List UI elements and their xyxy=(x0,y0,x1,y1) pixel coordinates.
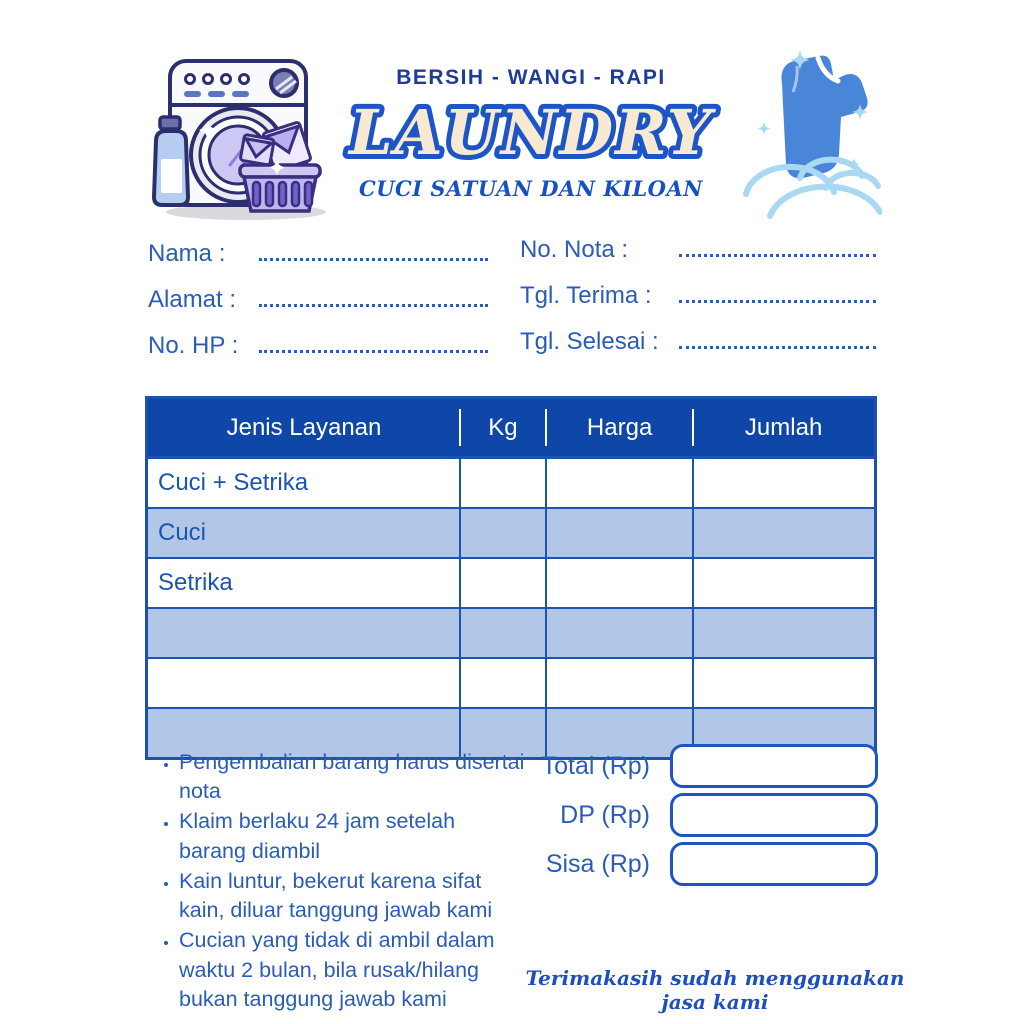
no-nota-label: No. Nota : xyxy=(520,236,629,263)
brand-title xyxy=(330,92,732,174)
totals-section xyxy=(528,744,878,886)
jumlah-cell[interactable] xyxy=(693,508,875,558)
harga-cell[interactable] xyxy=(546,508,693,558)
header-jumlah: Jumlah xyxy=(693,398,875,458)
table-row xyxy=(147,508,876,558)
note-item: • Kain luntur, bekerut karena sifat kain, diluar tanggung jawab kami xyxy=(179,867,526,925)
service-table xyxy=(145,396,877,760)
alamat-input-line[interactable] xyxy=(259,303,488,307)
sisa-row xyxy=(528,842,878,886)
shirt-sparkles-icon xyxy=(742,46,882,222)
terms-notes xyxy=(152,748,526,1015)
table-row xyxy=(147,608,876,658)
header-jenis-layanan: Jenis Layanan xyxy=(147,398,460,458)
kg-cell[interactable] xyxy=(460,508,546,558)
washing-machine-illustration xyxy=(146,55,330,223)
brand-header xyxy=(330,66,732,201)
alamat-field-row xyxy=(148,268,488,314)
service-cell: Cuci xyxy=(147,508,460,558)
harga-cell[interactable] xyxy=(546,658,693,708)
service-cell[interactable] xyxy=(147,658,460,708)
table-header-row xyxy=(147,398,876,458)
table-row xyxy=(147,458,876,509)
kg-cell[interactable] xyxy=(460,658,546,708)
no-nota-field-row xyxy=(520,218,876,264)
note-item: • Pengembalian barang harus disertai nota xyxy=(179,748,526,806)
alamat-label: Alamat : xyxy=(148,286,237,313)
jumlah-cell[interactable] xyxy=(693,458,875,509)
table-row xyxy=(147,558,876,608)
tgl-terima-label: Tgl. Terima : xyxy=(520,282,652,309)
no-hp-label: No. HP : xyxy=(148,332,239,359)
service-cell: Cuci + Setrika xyxy=(147,458,460,509)
header-harga: Harga xyxy=(546,398,693,458)
brand-subtitle: CUCI SATUAN DAN KILOAN xyxy=(359,176,703,201)
no-hp-input-line[interactable] xyxy=(259,349,488,353)
sisa-label: Sisa (Rp) xyxy=(545,849,650,878)
kg-cell[interactable] xyxy=(460,608,546,658)
thank-you-message: Terimakasih sudah menggunakan jasa kami xyxy=(525,966,905,1014)
service-cell: Setrika xyxy=(147,558,460,608)
dp-label: DP (Rp) xyxy=(560,800,650,829)
brand-tagline: BERSIH - WANGI - RAPI xyxy=(396,66,666,89)
table-row xyxy=(147,658,876,708)
no-nota-input-line[interactable] xyxy=(679,253,876,257)
kg-cell[interactable] xyxy=(460,558,546,608)
brand-title-text: LAUNDRY xyxy=(348,96,714,169)
total-row xyxy=(528,744,878,788)
sisa-amount-box[interactable] xyxy=(670,842,878,886)
total-amount-box[interactable] xyxy=(670,744,878,788)
service-cell[interactable] xyxy=(147,608,460,658)
nota-info-section xyxy=(520,218,876,356)
harga-cell[interactable] xyxy=(546,558,693,608)
jumlah-cell[interactable] xyxy=(693,558,875,608)
harga-cell[interactable] xyxy=(546,608,693,658)
kg-cell[interactable] xyxy=(460,458,546,509)
header-kg: Kg xyxy=(460,398,546,458)
note-item: • Cucian yang tidak di ambil dalam waktu 2 bulan, bila rusak/hilang bukan tanggung jawab kami xyxy=(179,926,526,1014)
washing-machine-icon xyxy=(146,55,330,223)
dp-amount-box[interactable] xyxy=(670,793,878,837)
shirt-logo-illustration xyxy=(742,46,882,222)
tgl-selesai-input-line[interactable] xyxy=(679,345,876,349)
nama-label: Nama : xyxy=(148,240,226,267)
tgl-selesai-label: Tgl. Selesai : xyxy=(520,328,659,355)
dp-row xyxy=(528,793,878,837)
nama-field-row xyxy=(148,222,488,268)
no-hp-field-row xyxy=(148,314,488,360)
jumlah-cell[interactable] xyxy=(693,658,875,708)
tgl-selesai-field-row xyxy=(520,310,876,356)
jumlah-cell[interactable] xyxy=(693,608,875,658)
nama-input-line[interactable] xyxy=(259,257,488,261)
tgl-terima-field-row xyxy=(520,264,876,310)
harga-cell[interactable] xyxy=(546,458,693,509)
customer-info-section xyxy=(148,222,488,360)
note-item: • Klaim berlaku 24 jam setelah barang diambil xyxy=(179,807,526,865)
total-label: Total (Rp) xyxy=(541,751,650,780)
tgl-terima-input-line[interactable] xyxy=(679,299,876,303)
